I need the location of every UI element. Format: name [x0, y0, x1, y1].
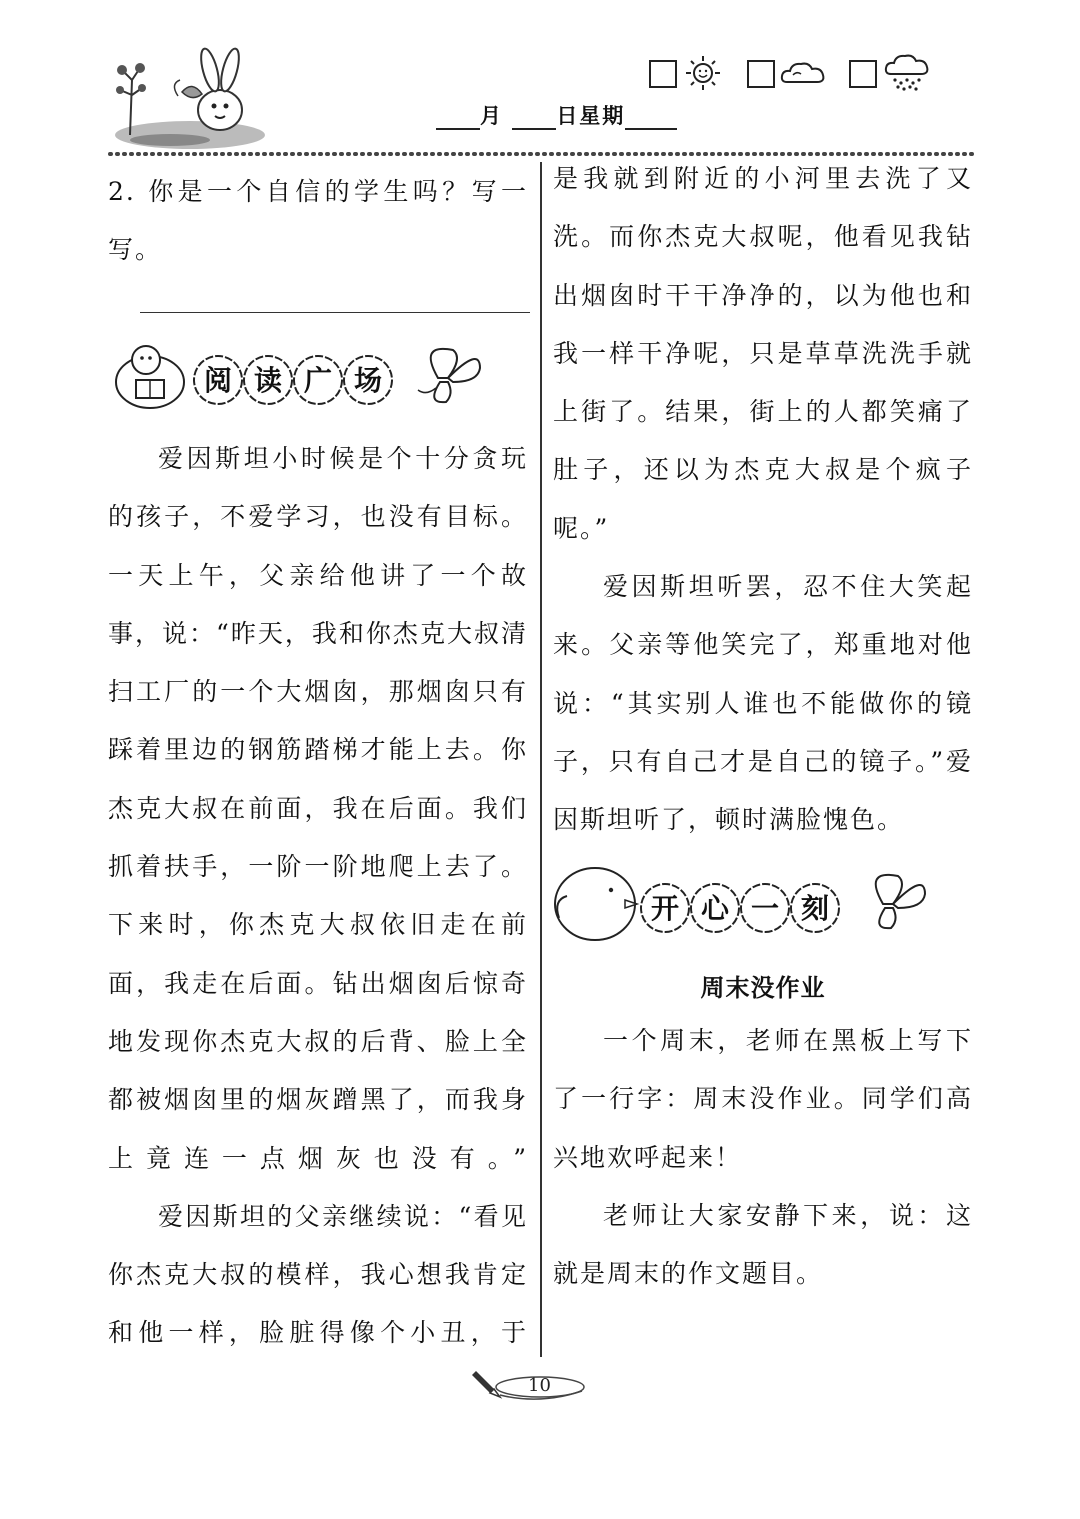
reading-banner-char: 读	[253, 364, 283, 397]
reading-banner	[108, 338, 488, 414]
weather-selector	[645, 52, 945, 92]
fun-banner-char: 开	[650, 892, 680, 925]
reading-paragraph: 爱因斯坦的父亲继续说：“看见你杰克大叔的模样，我心想我肯定和他一样，脸脏得像个小丑，于	[108, 1201, 528, 1348]
reading-paragraph: 爱因斯坦听罢，忍不住大笑起来。父亲等他笑完了，郑重地对他说：“其实别人谁也不能做你的镜子，只有自己才是自己的镜子。”爱因斯坦听了，顿时满脸愧色。	[553, 572, 973, 835]
chick-icon	[555, 868, 637, 940]
reading-paragraph: 爱因斯坦小时候是个十分贪玩的孩子，不爱学习，也没有目标。一天上午，父亲给他讲了一个故事，说：“昨天，我和你杰克大叔清扫工厂的一个大烟囱，那烟囱只有踩着里边的钢筋踏梯才能上去。你杰克大叔在前面，我在后面。我们抓着扶手，一阶一阶地爬上去了。下来时，你杰克大叔依旧走在前面，我走在后面。钻出烟囱后惊奇地发现你杰克大叔的后背、脸上全都被烟囱里的烟灰蹭黑了，而我身上竟连一点烟灰也没有。”	[108, 444, 528, 1173]
reading-child-icon	[116, 346, 184, 408]
page-number: 10	[528, 1375, 551, 1396]
rain-cloud-icon	[883, 52, 933, 92]
rainy-checkbox[interactable]	[849, 60, 877, 88]
fun-flower-badges	[641, 884, 839, 932]
butterfly-icon	[876, 875, 925, 928]
fun-story-title: 周末没作业	[700, 974, 826, 1002]
month-blank[interactable]	[436, 108, 480, 130]
reading-banner-char: 阅	[203, 364, 233, 397]
reading-flower-badges	[194, 356, 392, 404]
column-divider	[540, 162, 542, 1357]
fun-paragraph: 一个周末，老师在黑板上写下了一行字：周末没作业。同学们高兴地欢呼起来！	[553, 1026, 973, 1172]
rabbit-logo-icon	[110, 40, 270, 150]
fun-banner-char: 刻	[800, 892, 830, 925]
question-text: 2. 你是一个自信的学生吗？写一写。	[108, 177, 528, 264]
butterfly-icon	[418, 349, 480, 402]
reading-left-column	[108, 430, 528, 1363]
sunny-checkbox[interactable]	[649, 60, 677, 88]
reading-banner-char: 场	[353, 364, 383, 397]
weekday-blank[interactable]	[625, 108, 677, 130]
fun-paragraph: 老师让大家安静下来，说：这就是周末的作文题目。	[553, 1200, 973, 1289]
day-blank[interactable]	[512, 108, 556, 130]
fun-banner-char: 心	[700, 892, 730, 925]
reading-right-column	[553, 150, 973, 850]
fun-story-column	[553, 1012, 973, 1303]
reading-paragraph: 是我就到附近的小河里去洗了又洗。而你杰克大叔呢，他看见我钻出烟囱时干干净净的，以为他也和我一样干净呢，只是草草洗洗手就上街了。结果，街上的人都笑痛了肚子，还以为杰克大叔是个疯子呢。”	[553, 164, 973, 543]
cloud-icon	[779, 58, 827, 88]
sun-icon	[683, 54, 723, 92]
cloudy-checkbox[interactable]	[747, 60, 775, 88]
day-weekday-label: 日星期	[556, 103, 626, 128]
fun-banner-char: 一	[750, 892, 780, 925]
date-line	[436, 100, 677, 130]
answer-line[interactable]	[140, 312, 530, 313]
fun-banner	[553, 860, 933, 946]
page-number-badge	[470, 1365, 590, 1405]
reading-banner-char: 广	[303, 364, 333, 397]
month-label: 月	[480, 103, 503, 128]
question-block	[108, 163, 528, 279]
